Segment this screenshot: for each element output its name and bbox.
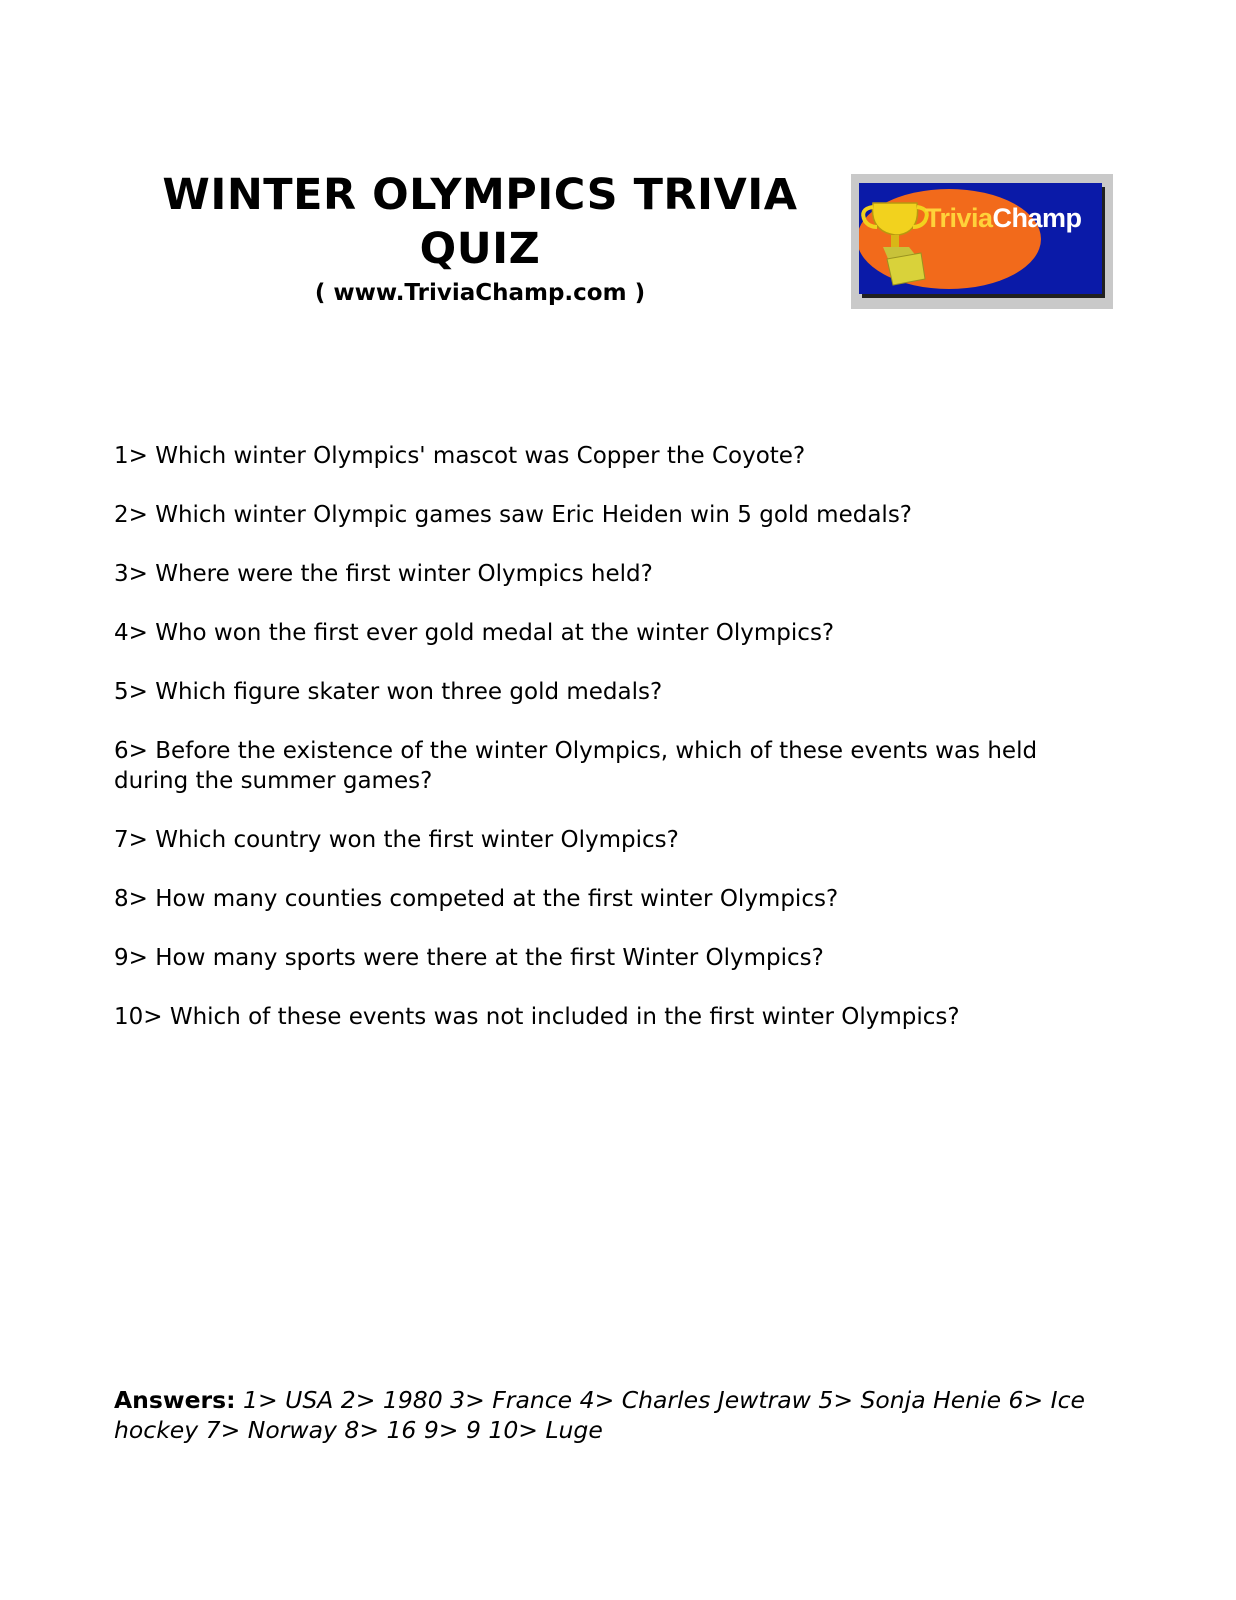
- logo-wordmark: [925, 203, 1082, 234]
- question-item: 1> Which winter Olympics' mascot was Copper the Coyote?: [114, 443, 806, 469]
- trophy-icon: [859, 183, 1102, 294]
- logo-word-champ: Champ: [992, 203, 1082, 233]
- question-item: 9> How many sports were there at the first Winter Olympics?: [114, 945, 824, 971]
- title-block: [120, 168, 840, 308]
- question-item: 3> Where were the first winter Olympics held?: [114, 561, 653, 587]
- question-list: [114, 441, 1114, 1061]
- answers-text: 1> USA 2> 1980 3> France 4> Charles Jewtraw 5> Sonja Henie 6> Ice hockey 7> Norway 8> 16 9> 9 10> Luge: [114, 1386, 1085, 1444]
- answers-block: [114, 1385, 1114, 1445]
- answers-label: Answers:: [114, 1386, 236, 1414]
- website-url: ( www.TriviaChamp.com ): [314, 280, 646, 306]
- question-item: 6> Before the existence of the winter Olympics, which of these events was held during the summer games?: [114, 738, 1038, 794]
- question-item: 8> How many counties competed at the first winter Olympics?: [114, 886, 839, 912]
- question-item: 10> Which of these events was not included in the first winter Olympics?: [114, 1004, 960, 1030]
- question-item: 7> Which country won the first winter Olympics?: [114, 827, 679, 853]
- question-item: 2> Which winter Olympic games saw Eric Heiden win 5 gold medals?: [114, 502, 913, 528]
- question-item: 4> Who won the first ever gold medal at the winter Olympics?: [114, 620, 835, 646]
- triviachamp-logo: [851, 174, 1113, 309]
- logo-panel: [859, 183, 1102, 294]
- logo-word-trivia: Trivia: [925, 203, 993, 233]
- page-title: WINTER OLYMPICS TRIVIA QUIZ: [162, 170, 798, 274]
- question-item: 5> Which figure skater won three gold medals?: [114, 679, 663, 705]
